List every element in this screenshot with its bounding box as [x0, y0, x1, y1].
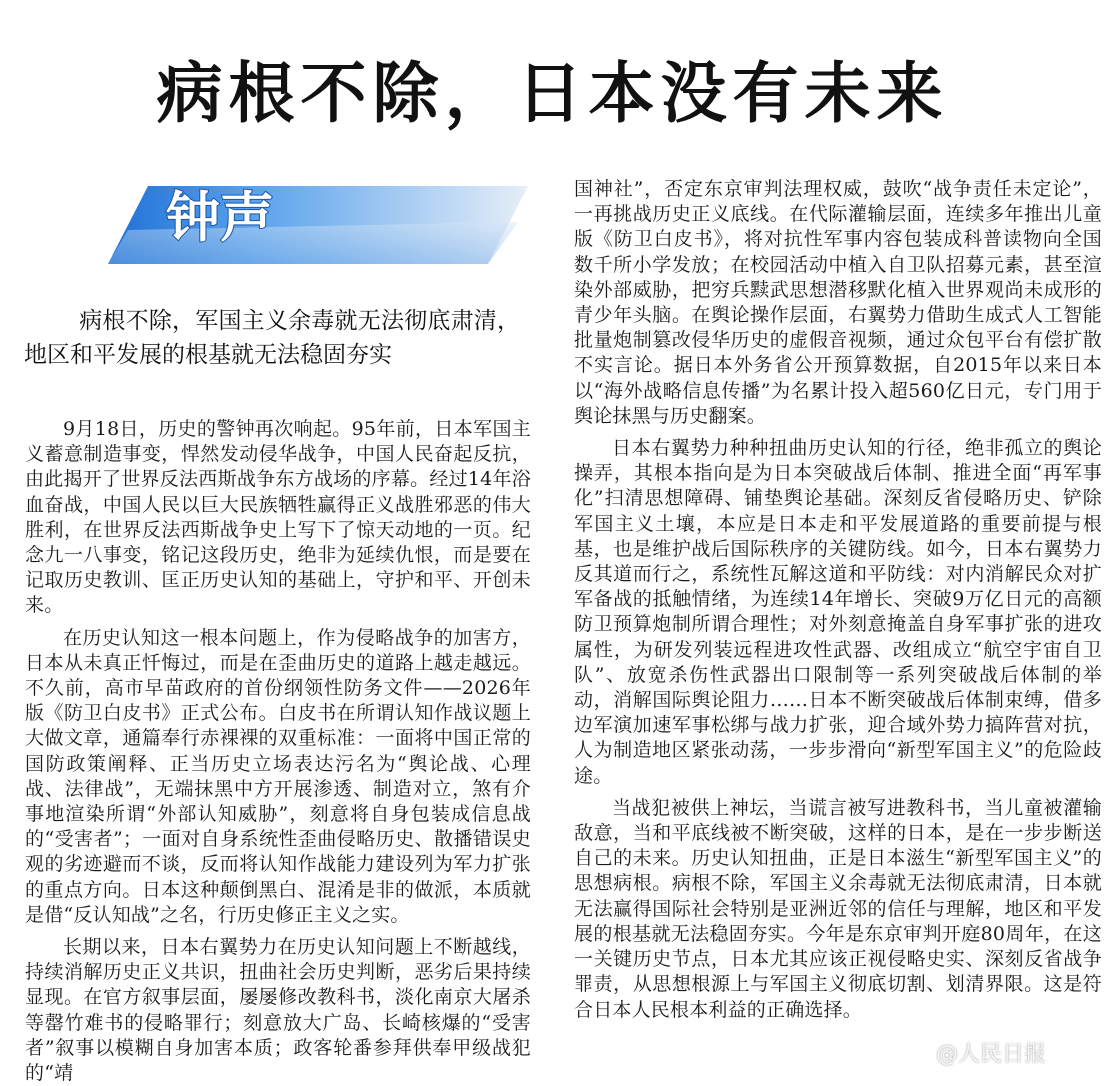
- left-column: [25, 417, 531, 1086]
- column-logo-text: 钟声: [166, 186, 274, 249]
- lead-summary: 病根不除，军国主义余毒就无法彻底肃清，地区和平发展的根基就无法稳固夯实: [24, 308, 520, 368]
- paragraph: 在历史认知这一根本问题上，作为侵略战争的加害方，日本从未真正忏悔过，而是在歪曲历史的道路上越走越远。不久前，高市早苗政府的首份纲领性防务文件——2026年版《防卫白皮书》正式公布。白皮书在所谓认知作战议题上大做文章，通篇奉行赤裸裸的双重标准：一面将中国正常的国防政策阐释、正当历史立场表达污名为“舆论战、心理战、法律战”，无端抹黑中方开展渗透、制造对立，煞有介事地渲染所谓“外部认知威胁”，刻意将自身包装成信息战的“受害者”；一面对自身系统性歪曲侵略历史、散播错误史观的劣迹避而不谈，反而将认知作战能力建设列为军力扩张的重点方向。日本这种颠倒黑白、混淆是非的做派，本质就是借“反认知战”之名，行历史修正主义之实。: [25, 626, 531, 926]
- watermark: [910, 1033, 1100, 1071]
- paragraph: 当战犯被供上神坛，当谎言被写进教科书，当儿童被灌输敌意，当和平底线被不断突破，这样的日本，是在一步步断送自己的未来。历史认知扭曲，正是日本滋生“新型军国主义”的思想病根。病根不除，军国主义余毒就无法彻底肃清，日本就无法赢得国际社会特别是亚洲近邻的信任与理解，地区和平发展的根基就无法稳固夯实。今年是东京审判开庭80周年，在这一关键历史节点，日本尤其应该正视侵略史实、深刻反省战争罪责，从思想根源上与军国主义彻底切割、划清界限。这是符合日本人民根本利益的正确选择。: [574, 796, 1102, 1021]
- weibo-icon: [910, 1042, 930, 1062]
- paragraph-continued: 国神社”，否定东京审判法理权威，鼓吹“战争责任未定论”，一再挑战历史正义底线。在代际灌输层面，连续多年推出儿童版《防卫白皮书》，将对抗性军事内容包装成科普读物向全国数千所小学发放；在校园活动中植入自卫队招募元素，甚至渲染外部威胁，把穷兵黩武思想潜移默化植入世界观尚未成形的青少年头脑。在舆论操作层面，右翼势力借助生成式人工智能批量炮制篡改侵华历史的虚假音视频，通过众包平台有偿扩散不实言论。据日本外务省公开预算数据，自2015年以来日本以“海外战略信息传播”为名累计投入超560亿日元，专门用于舆论抹黑与历史翻案。: [574, 178, 1102, 427]
- paragraph: 9月18日，历史的警钟再次响起。95年前，日本军国主义蓄意制造事变，悍然发动侵华战争，中国人民奋起反抗，由此揭开了世界反法西斯战争东方战场的序幕。经过14年浴血奋战，中国人民以巨大民族牺牲赢得正义战胜邪恶的伟大胜利，在世界反法西斯战争史上写下了惊天动地的一页。纪念九一八事变，铭记这段历史，绝非为延续仇恨，而是要在记取历史教训、匡正历史认知的基础上，守护和平、开创未来。: [25, 418, 531, 617]
- right-column: [574, 177, 1102, 1023]
- paragraph: 长期以来，日本右翼势力在历史认知问题上不断越线，持续消解历史正义共识，扭曲社会历史判断，恶劣后果持续显现。在官方叙事层面，屡屡修改教科书，淡化南京大屠杀等罄竹难书的侵略罪行；刻意放大广岛、长崎核爆的“受害者”叙事以模糊自身加害本质；政客轮番参拜供奉甲级战犯的“靖: [25, 936, 531, 1085]
- column-logo: [108, 178, 528, 270]
- headline: 病根不除，日本没有未来: [156, 55, 949, 132]
- watermark-text: @人民日报: [936, 1041, 1047, 1067]
- paragraph: 日本右翼势力种种扭曲历史认知的行径，绝非孤立的舆论操弄，其根本指向是为日本突破战后体制、推进全面“再军事化”扫清思想障碍、铺垫舆论基础。深刻反省侵略历史、铲除军国主义土壤，本应是日本走和平发展道路的重要前提与根基，也是维护战后国际秩序的关键防线。如今，日本右翼势力反其道而行之，系统性瓦解这道和平防线：对内消解民众对扩军备战的抵触情绪，为连续14年增长、突破9万亿日元的高额防卫预算炮制所谓合理性；对外刻意掩盖自身军事扩张的进攻属性，为研发列装远程进攻性武器、改组成立“航空宇宙自卫队”、放宽杀伤性武器出口限制等一系列突破战后体制的举动，消解国际舆论阻力……日本不断突破战后体制束缚，借多边军演加速军事松绑与战力扩张，迎合域外势力搞阵营对抗，人为制造地区紧张动荡，一步步滑向“新型军国主义”的危险歧途。: [574, 437, 1102, 787]
